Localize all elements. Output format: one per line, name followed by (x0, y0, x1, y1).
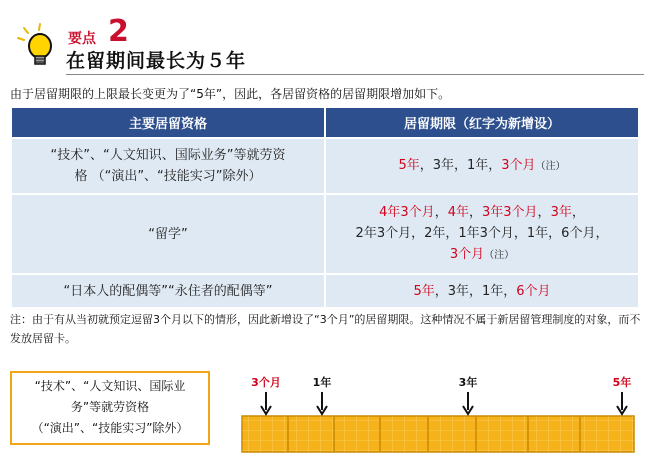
period-cell (325, 138, 639, 194)
footnote: 注：由于有从当初就预定逗留3个月以下的情形，因此新增设了“3个月”的居留期限。这种情况不属于新居留管理制度的对象，而不发放居留卡。 (10, 313, 641, 345)
timeline-label: 1年 (312, 376, 332, 389)
note-marker: （注） (484, 250, 515, 261)
period-line (332, 244, 632, 266)
status-line: “技术”、“人文知识、国际业务”等就劳资 (50, 148, 286, 163)
page-title: 在留期间最长为５年 (66, 50, 247, 72)
point-label: 要点 (68, 31, 96, 47)
new-period: 3年 (550, 205, 572, 220)
status-cell: “日本人的配偶等”“永住者的配偶等” (11, 274, 325, 308)
note-marker: （注） (535, 161, 566, 172)
table-row (11, 274, 639, 308)
separator: ， (434, 205, 448, 220)
period-timeline (236, 370, 640, 456)
table-row (11, 138, 639, 194)
new-period: 5年 (413, 283, 435, 299)
new-period: 6个月 (516, 283, 551, 299)
residence-period-table (10, 106, 640, 309)
new-period: 3个月 (449, 247, 485, 262)
existing-period: ，3年，1年， (419, 158, 502, 173)
callout-line: 务”等就劳资格 (70, 400, 150, 414)
table-header-row (11, 107, 639, 138)
lightbulb-icon (14, 22, 62, 70)
new-period: 3个月 (501, 158, 536, 173)
separator: ， (571, 205, 585, 220)
new-period: 3年3个月 (482, 205, 538, 220)
timeline-bar (242, 416, 634, 452)
timeline-label: 3年 (458, 376, 478, 389)
period-cell (325, 194, 639, 274)
point-number: 2 (108, 14, 129, 49)
status-callout-box (10, 371, 210, 445)
existing-period: ，3年，1年， (434, 283, 517, 299)
status-cell (11, 138, 325, 194)
new-period: 5年 (398, 158, 420, 173)
timeline-label: 5年 (612, 376, 632, 389)
period-cell (325, 274, 639, 308)
table-row (11, 194, 639, 274)
title-divider (66, 74, 644, 75)
separator: ， (468, 205, 482, 220)
section-header (8, 8, 644, 70)
new-period: 4年 (447, 205, 469, 220)
status-line: 格 （“演出”、“技能实习”除外） (74, 169, 262, 184)
column-header-period: 居留期限（红字为新增设） (325, 107, 639, 138)
callout-line: （“演出”、“技能实习”除外） (31, 421, 189, 435)
status-cell: “留学” (11, 194, 325, 274)
period-line (332, 202, 632, 223)
timeline-label: 3个月 (251, 376, 281, 389)
new-period: 4年3个月 (379, 205, 435, 220)
column-header-status: 主要居留资格 (11, 107, 325, 138)
separator: ， (537, 205, 551, 220)
callout-line: “技术”、“人文知识、国际业 (34, 379, 186, 393)
intro-text: 由于居留期限的上限最长变更为了“5年”，因此，各居留资格的居留期限增加如下。 (10, 87, 451, 101)
period-line: 2年3个月，2年，1年3个月，1年，6个月， (355, 226, 609, 241)
